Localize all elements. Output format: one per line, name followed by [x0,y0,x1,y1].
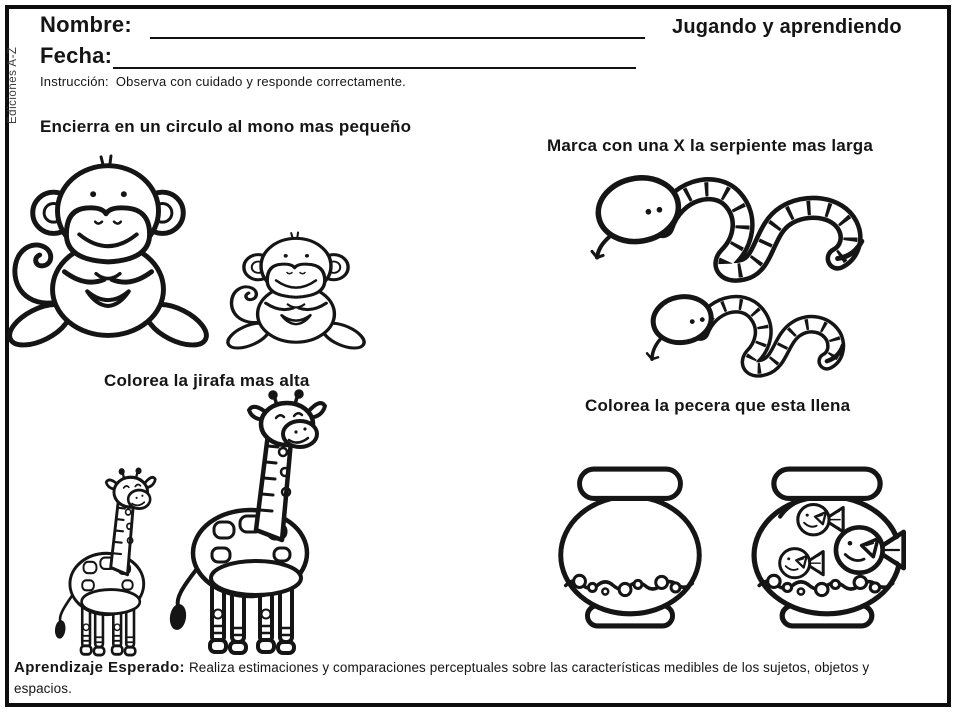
expected-learning-text: Realiza estimaciones y comparaciones perceptuales sobre las características medibles de los sujetos, objetos y espacios. [14,660,870,697]
long-snake-illustration[interactable] [590,165,892,289]
large-monkey-illustration[interactable] [4,152,212,358]
instruction-label: Instrucción: [40,74,109,89]
instruction-row [40,74,406,89]
name-label: Nombre: [40,12,132,37]
prompt-monkeys: Encierra en un circulo al mono mas pequeño [40,117,412,136]
expected-learning-label: Aprendizaje Esperado: [14,659,185,676]
prompt-fishbowls: Colorea la pecera que esta llena [585,396,851,415]
date-input-line[interactable] [113,67,636,69]
short-snake-illustration[interactable] [646,284,852,380]
small-monkey-illustration[interactable] [224,230,368,356]
instruction-text: Observa con cuidado y responde correctamente. [115,74,406,89]
publisher-vertical-text: Ediciones A-Z [7,46,19,124]
date-label: Fecha: [40,43,113,68]
full-fishbowl-illustration[interactable] [728,464,926,632]
name-input-line[interactable] [150,37,645,39]
expected-learning-row [14,656,930,700]
prompt-snakes: Marca con una X la serpiente mas larga [547,136,874,155]
tall-giraffe-illustration[interactable] [156,390,326,660]
short-giraffe-illustration[interactable] [46,468,156,660]
prompt-giraffes: Colorea la jirafa mas alta [104,371,310,390]
worksheet-title: Jugando y aprendiendo [672,16,902,38]
empty-fishbowl-illustration[interactable] [536,464,724,632]
